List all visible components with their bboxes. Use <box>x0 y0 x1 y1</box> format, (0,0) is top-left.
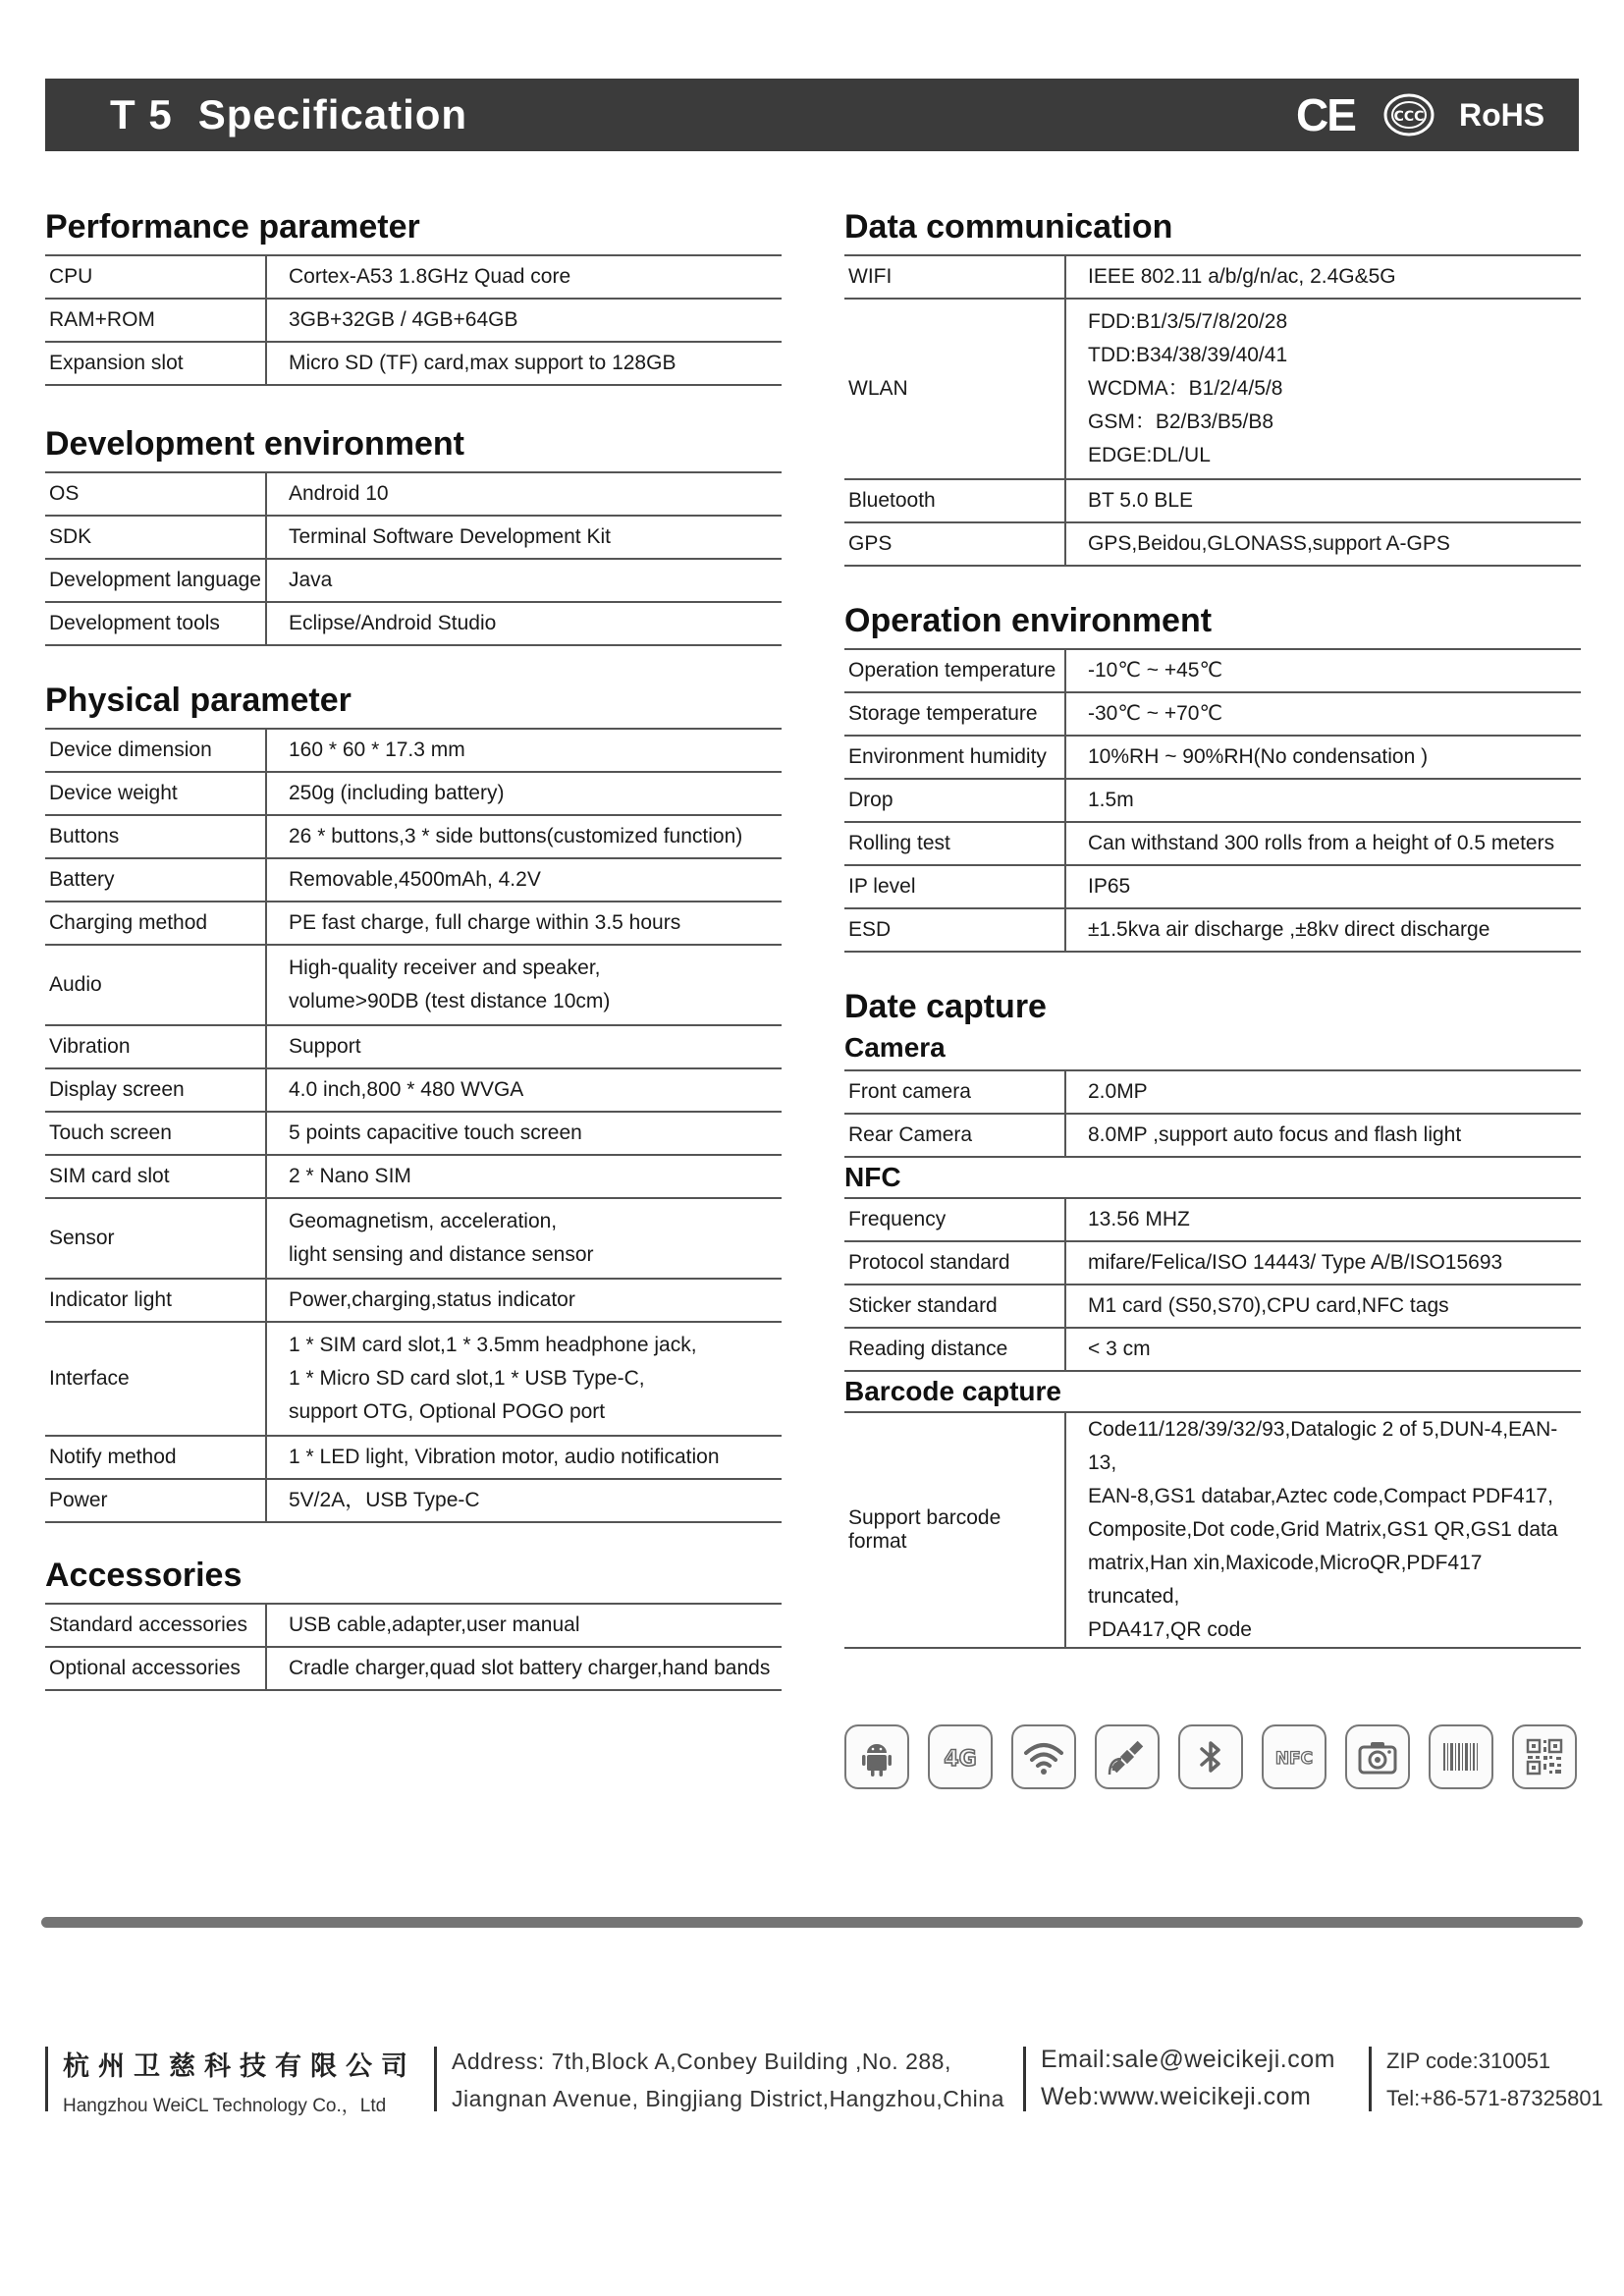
spec-row <box>45 342 782 385</box>
spec-label: Power <box>45 1479 266 1522</box>
spec-row <box>45 1647 782 1690</box>
spec-row <box>844 865 1581 908</box>
spec-label: Bluetooth <box>844 479 1065 522</box>
spec-value <box>1065 522 1581 566</box>
spec-value <box>266 299 782 342</box>
spec-value-line: 1 * Micro SD card slot,1 * USB Type-C, <box>289 1367 645 1390</box>
svg-text:4G: 4G <box>944 1747 977 1772</box>
spec-row <box>844 1070 1581 1114</box>
spec-value-line: matrix,Han xin,Maxicode,MicroQR,PDF417 truncated, <box>1088 1552 1483 1608</box>
spec-label: Buttons <box>45 815 266 858</box>
wifi-icon <box>1011 1724 1076 1789</box>
spec-value-line: 13.56 MHZ <box>1088 1208 1190 1230</box>
spec-value-line: Micro SD (TF) card,max support to 128GB <box>289 352 677 374</box>
spec-row <box>844 779 1581 822</box>
operation-table <box>844 648 1581 953</box>
spec-value <box>266 559 782 602</box>
nfc-icon <box>1262 1724 1326 1789</box>
spec-row <box>45 772 782 815</box>
spec-row <box>844 299 1581 479</box>
camera-table <box>844 1069 1581 1158</box>
spec-value-line: Power,charging,status indicator <box>289 1288 575 1311</box>
spec-value <box>1065 865 1581 908</box>
spec-label: RAM+ROM <box>45 299 266 342</box>
address-line-1: Address: 7th,Block A,Conbey Building ,No. 288, <box>452 2049 951 2074</box>
spec-row <box>45 472 782 516</box>
spec-value <box>1065 1198 1581 1241</box>
subsection-title-barcode: Barcode capture <box>844 1376 1061 1406</box>
spec-label: Frequency <box>844 1198 1065 1241</box>
spec-value <box>1065 1285 1581 1328</box>
spec-label: Front camera <box>844 1070 1065 1114</box>
data-communication-table <box>844 254 1581 567</box>
footer-divider <box>41 1917 1583 1928</box>
spec-row <box>45 858 782 902</box>
spec-label: Notify method <box>45 1436 266 1479</box>
spec-value-line: support OTG, Optional POGO port <box>289 1400 606 1423</box>
spec-value <box>266 1155 782 1198</box>
spec-value <box>266 772 782 815</box>
spec-label: WIFI <box>844 255 1065 299</box>
spec-value-line: 10%RH ~ 90%RH(No condensation ) <box>1088 745 1429 768</box>
spec-value-line: GSM：B2/B3/B5/B8 <box>1088 410 1274 433</box>
address-line-2: Jiangnan Avenue, Bingjiang District,Hangzhou,China <box>452 2086 1004 2111</box>
spec-row <box>844 736 1581 779</box>
ccc-mark-icon <box>1382 79 1435 151</box>
spec-value-line: Terminal Software Development Kit <box>289 525 611 548</box>
spec-row <box>844 1114 1581 1157</box>
spec-value-line: light sensing and distance sensor <box>289 1243 594 1266</box>
subsection-title-nfc: NFC <box>844 1162 901 1192</box>
spec-label: Sensor <box>45 1198 266 1279</box>
spec-value-line: 3GB+32GB / 4GB+64GB <box>289 308 518 331</box>
footer-separator <box>1369 2047 1372 2111</box>
spec-value-line: Java <box>289 569 333 591</box>
spec-value <box>266 945 782 1025</box>
spec-row <box>844 908 1581 952</box>
spec-row <box>844 522 1581 566</box>
footer-separator <box>434 2047 437 2111</box>
spec-value-line: Support <box>289 1035 361 1058</box>
spec-row <box>45 1068 782 1112</box>
spec-value <box>266 602 782 645</box>
section-title-data-communication: Data communication <box>844 208 1173 246</box>
spec-value <box>266 1198 782 1279</box>
svg-text:NFC: NFC <box>1274 1749 1314 1769</box>
spec-label: Charging method <box>45 902 266 945</box>
company-name-en: Hangzhou WeiCL Technology Co.，Ltd <box>63 2096 387 2116</box>
spec-value-line: 1.5m <box>1088 789 1134 811</box>
spec-value <box>1065 1328 1581 1371</box>
spec-value-line: Cortex-A53 1.8GHz Quad core <box>289 265 571 288</box>
spec-label: Development tools <box>45 602 266 645</box>
spec-value <box>1065 1241 1581 1285</box>
spec-value-line: 1 * LED light, Vibration motor, audio notification <box>289 1446 720 1468</box>
barcode-icon <box>1429 1724 1493 1789</box>
left-column <box>45 196 782 1691</box>
spec-value <box>266 516 782 559</box>
spec-row <box>45 945 782 1025</box>
spec-value <box>266 1025 782 1068</box>
spec-value-line: WCDMA：B1/2/4/5/8 <box>1088 377 1283 400</box>
spec-label: Environment humidity <box>844 736 1065 779</box>
spec-value-line: Code11/128/39/32/93,Datalogic 2 of 5,DUN-4,EAN-13, <box>1088 1418 1558 1474</box>
spec-label: Optional accessories <box>45 1647 266 1690</box>
spec-value-line: Eclipse/Android Studio <box>289 612 497 634</box>
spec-value <box>1065 736 1581 779</box>
spec-value <box>266 815 782 858</box>
spec-value-line: < 3 cm <box>1088 1338 1151 1360</box>
spec-value-line: GPS,Beidou,GLONASS,support A-GPS <box>1088 532 1450 555</box>
spec-label: ESD <box>844 908 1065 952</box>
spec-value-line: FDD:B1/3/5/7/8/20/28 <box>1088 310 1288 333</box>
spec-label: Device weight <box>45 772 266 815</box>
spec-label: Touch screen <box>45 1112 266 1155</box>
spec-label: SIM card slot <box>45 1155 266 1198</box>
spec-row <box>45 1479 782 1522</box>
spec-row <box>844 479 1581 522</box>
spec-row <box>45 1155 782 1198</box>
bluetooth-icon <box>1178 1724 1243 1789</box>
spec-value <box>1065 908 1581 952</box>
spec-value <box>266 1647 782 1690</box>
spec-label: GPS <box>844 522 1065 566</box>
spec-row <box>45 1025 782 1068</box>
spec-label: WLAN <box>844 299 1065 479</box>
spec-value-line: Can withstand 300 rolls from a height of 0.5 meters <box>1088 832 1555 854</box>
spec-value-line: EAN-8,GS1 databar,Aztec code,Compact PDF417, <box>1088 1485 1553 1507</box>
zip-tel-block <box>1386 2043 1603 2117</box>
spec-value-line: 2.0MP <box>1088 1080 1148 1103</box>
accessories-table <box>45 1603 782 1691</box>
spec-row <box>45 1322 782 1436</box>
section-title-performance: Performance parameter <box>45 208 420 246</box>
spec-value-line: IP65 <box>1088 875 1131 898</box>
spec-row <box>844 255 1581 299</box>
spec-value <box>266 1604 782 1647</box>
section-title-operation: Operation environment <box>844 602 1213 639</box>
footer-separator <box>1023 2047 1026 2111</box>
spec-label: IP level <box>844 865 1065 908</box>
spec-row <box>45 1198 782 1279</box>
section-title-development: Development environment <box>45 425 464 463</box>
spec-value <box>266 472 782 516</box>
spec-label: CPU <box>45 255 266 299</box>
spec-row <box>844 1328 1581 1371</box>
physical-table <box>45 728 782 1523</box>
spec-row <box>844 1241 1581 1285</box>
spec-row <box>45 602 782 645</box>
telephone: Tel:+86-571-87325801 <box>1386 2086 1603 2110</box>
spec-label: Interface <box>45 1322 266 1436</box>
spec-row <box>844 822 1581 865</box>
spec-value <box>266 1112 782 1155</box>
spec-label: Operation temperature <box>844 649 1065 692</box>
spec-label: Device dimension <box>45 729 266 772</box>
right-column <box>844 196 1581 1649</box>
android-icon <box>844 1724 909 1789</box>
spec-label: Drop <box>844 779 1065 822</box>
spec-value-line: volume>90DB (test distance 10cm) <box>289 990 611 1012</box>
camera-icon <box>1345 1724 1410 1789</box>
spec-value-line: mifare/Felica/ISO 14443/ Type A/B/ISO15693 <box>1088 1251 1503 1274</box>
model-name: T 5 <box>110 91 173 137</box>
spec-label: Reading distance <box>844 1328 1065 1371</box>
spec-row <box>45 1279 782 1322</box>
spec-value <box>266 255 782 299</box>
spec-label: Protocol standard <box>844 1241 1065 1285</box>
ce-mark-icon: CE <box>1296 89 1355 140</box>
spec-row <box>844 1412 1581 1648</box>
spec-value-line: M1 card (S50,S70),CPU card,NFC tags <box>1088 1294 1449 1317</box>
spec-label: Standard accessories <box>45 1604 266 1647</box>
rohs-mark-icon: RoHS <box>1459 96 1545 133</box>
spec-value <box>1065 479 1581 522</box>
spec-row <box>45 902 782 945</box>
spec-label: Rolling test <box>844 822 1065 865</box>
lte-4g-icon <box>928 1724 993 1789</box>
spec-value-line: 1 * SIM card slot,1 * 3.5mm headphone jack, <box>289 1334 697 1356</box>
spec-label: Rear Camera <box>844 1114 1065 1157</box>
nfc-table <box>844 1197 1581 1372</box>
spec-value-line: Composite,Dot code,Grid Matrix,GS1 QR,GS1 data <box>1088 1518 1558 1541</box>
spec-label: Battery <box>45 858 266 902</box>
address-block <box>452 2043 1004 2117</box>
section-title-physical: Physical parameter <box>45 682 352 719</box>
qrcode-icon <box>1512 1724 1577 1789</box>
spec-value-line: -30℃ ~ +70℃ <box>1088 702 1223 725</box>
spec-value <box>266 1436 782 1479</box>
spec-value <box>266 902 782 945</box>
company-name-cn: 杭州卫慈科技有限公司 <box>63 2051 416 2081</box>
spec-value-line: Android 10 <box>289 482 389 505</box>
spec-value <box>266 858 782 902</box>
spec-row <box>45 516 782 559</box>
spec-label: Development language <box>45 559 266 602</box>
spec-value-line: -10℃ ~ +45℃ <box>1088 659 1223 682</box>
spec-value <box>1065 649 1581 692</box>
header-bar <box>45 79 1579 151</box>
title-text: Specification <box>197 91 468 137</box>
spec-value-line: 5V/2A，USB Type-C <box>289 1489 480 1511</box>
spec-label: Display screen <box>45 1068 266 1112</box>
spec-value <box>1065 692 1581 736</box>
spec-row <box>45 815 782 858</box>
spec-row <box>45 299 782 342</box>
spec-row <box>844 692 1581 736</box>
spec-value-line: Removable,4500mAh, 4.2V <box>289 868 541 891</box>
spec-value-line: TDD:B34/38/39/40/41 <box>1088 344 1288 366</box>
spec-value-line: EDGE:DL/UL <box>1088 444 1211 466</box>
spec-value <box>266 1479 782 1522</box>
spec-value-line: Geomagnetism, acceleration, <box>289 1210 558 1232</box>
web-link[interactable]: Web:www.weicikeji.com <box>1041 2083 1312 2110</box>
spec-value <box>1065 822 1581 865</box>
spec-value <box>1065 255 1581 299</box>
spec-value <box>266 729 782 772</box>
spec-label: Support barcode format <box>844 1412 1065 1648</box>
spec-value <box>1065 1114 1581 1157</box>
spec-value-line: PDA417,QR code <box>1088 1618 1252 1641</box>
section-title-date-capture: Date capture <box>844 988 1047 1025</box>
barcode-table <box>844 1411 1581 1649</box>
satellite-icon <box>1095 1724 1160 1789</box>
spec-row <box>844 1198 1581 1241</box>
spec-label: Storage temperature <box>844 692 1065 736</box>
spec-value-line: 4.0 inch,800 * 480 WVGA <box>289 1078 524 1101</box>
page-title <box>110 79 467 151</box>
spec-row <box>45 1112 782 1155</box>
development-table <box>45 471 782 646</box>
footer-separator <box>45 2047 48 2111</box>
spec-value-line: ±1.5kva air discharge ,±8kv direct discharge <box>1088 918 1490 941</box>
spec-row <box>45 1436 782 1479</box>
spec-value-line: USB cable,adapter,user manual <box>289 1613 580 1636</box>
spec-value <box>266 1279 782 1322</box>
spec-value <box>266 342 782 385</box>
spec-label: Audio <box>45 945 266 1025</box>
performance-table <box>45 254 782 386</box>
spec-value-line: Cradle charger,quad slot battery charger,hand bands <box>289 1657 771 1679</box>
spec-value-line: 5 points capacitive touch screen <box>289 1121 582 1144</box>
spec-value-line: BT 5.0 BLE <box>1088 489 1194 512</box>
spec-value-line: 8.0MP ,support auto focus and flash light <box>1088 1123 1462 1146</box>
spec-row <box>45 255 782 299</box>
spec-value-line: 250g (including battery) <box>289 782 505 804</box>
spec-label: Indicator light <box>45 1279 266 1322</box>
spec-row <box>45 729 782 772</box>
company-block <box>63 2045 416 2117</box>
svg-text:CCC: CCC <box>1393 109 1425 125</box>
zip-code: ZIP code:310051 <box>1386 2049 1551 2073</box>
spec-label: Expansion slot <box>45 342 266 385</box>
spec-label: SDK <box>45 516 266 559</box>
spec-row <box>45 559 782 602</box>
spec-value <box>1065 779 1581 822</box>
spec-row <box>844 1285 1581 1328</box>
spec-value <box>1065 1070 1581 1114</box>
spec-row <box>45 1604 782 1647</box>
email-link[interactable]: Email:sale@weicikeji.com <box>1041 2046 1335 2073</box>
spec-label: OS <box>45 472 266 516</box>
section-title-accessories: Accessories <box>45 1557 243 1594</box>
contact-block <box>1041 2041 1335 2115</box>
spec-value-line: High-quality receiver and speaker, <box>289 957 601 979</box>
spec-row <box>844 649 1581 692</box>
spec-value-line: 160 * 60 * 17.3 mm <box>289 738 465 761</box>
spec-value <box>266 1322 782 1436</box>
subsection-title-camera: Camera <box>844 1032 946 1063</box>
footer <box>0 2043 1624 2121</box>
feature-icons-row <box>844 1724 1577 1789</box>
spec-value-line: 26 * buttons,3 * side buttons(customized function) <box>289 825 743 847</box>
spec-value-line: 2 * Nano SIM <box>289 1165 411 1187</box>
spec-label: Sticker standard <box>844 1285 1065 1328</box>
spec-value-line: IEEE 802.11 a/b/g/n/ac, 2.4G&5G <box>1088 265 1396 288</box>
spec-value <box>266 1068 782 1112</box>
spec-value-line: PE fast charge, full charge within 3.5 hours <box>289 911 681 934</box>
spec-value <box>1065 299 1581 479</box>
spec-value <box>1065 1412 1581 1648</box>
spec-label: Vibration <box>45 1025 266 1068</box>
